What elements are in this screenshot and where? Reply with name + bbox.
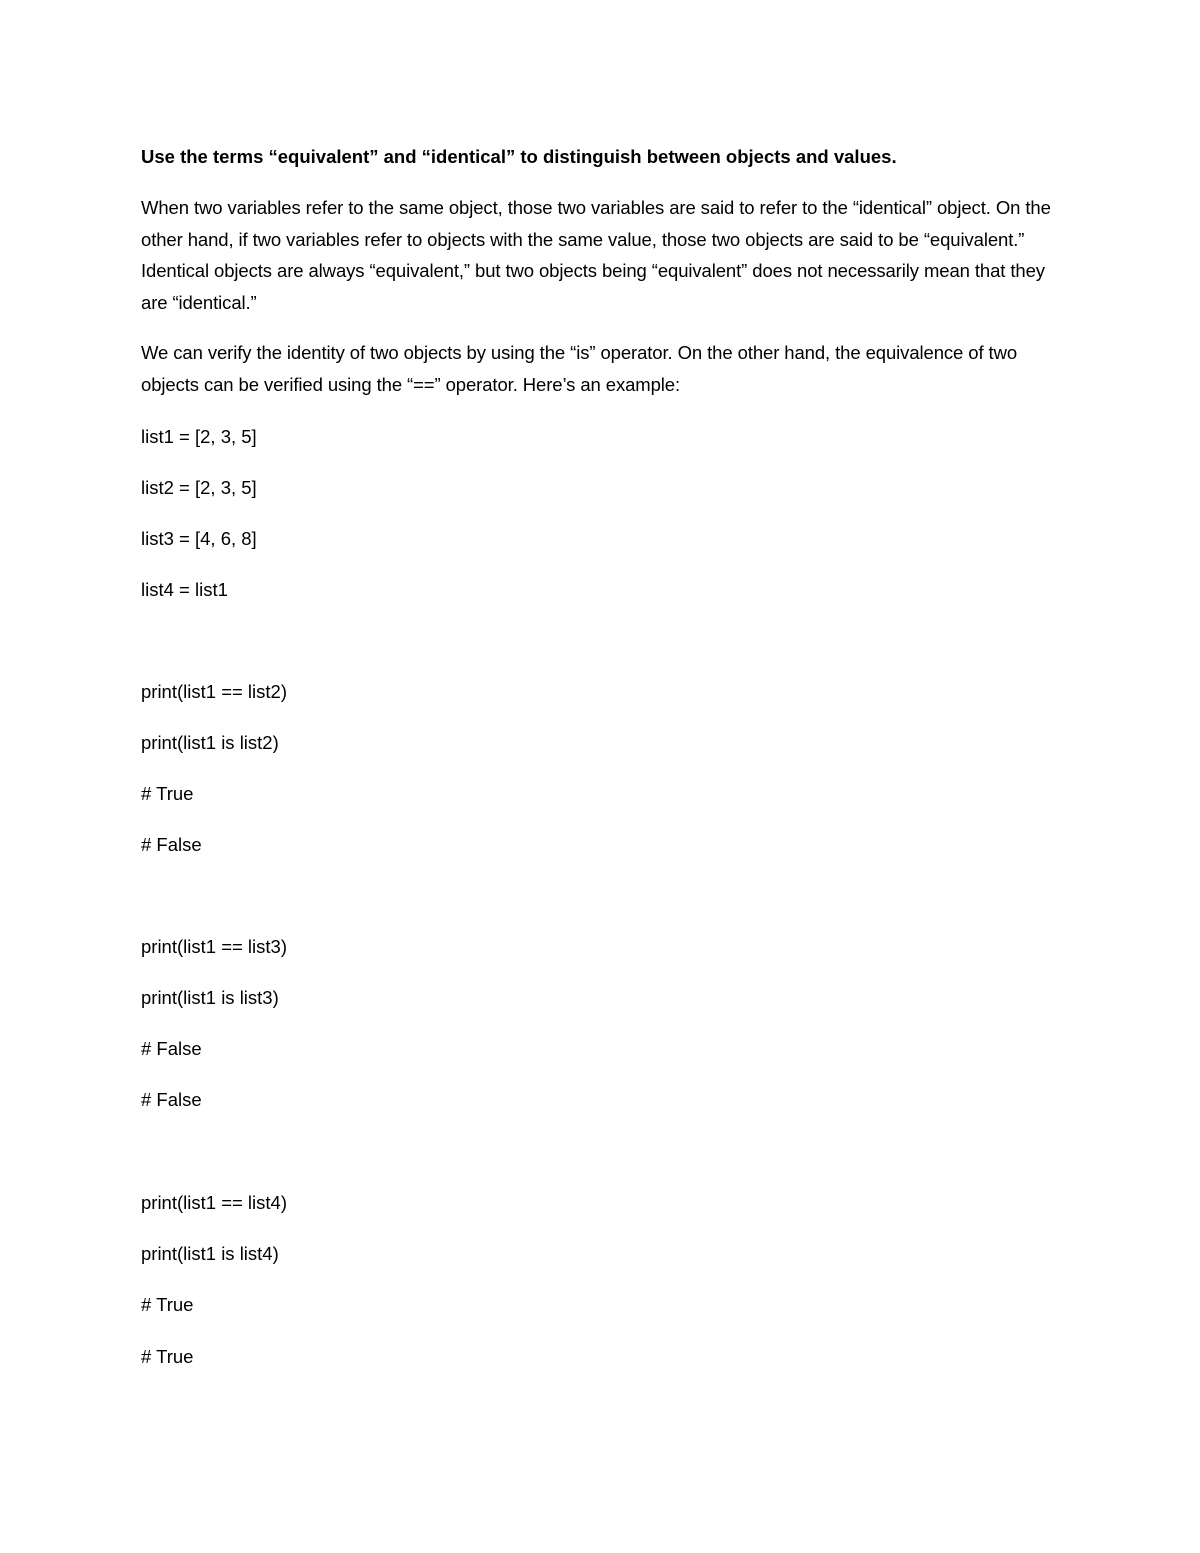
code-line: print(list1 == list4) — [141, 1192, 287, 1213]
question-heading: Use the terms “equivalent” and “identical” to distinguish between objects and values. — [141, 146, 897, 167]
code-line: # False — [141, 1038, 202, 1059]
code-line: list3 = [4, 6, 8] — [141, 528, 257, 549]
code-line: print(list1 is list4) — [141, 1243, 279, 1264]
code-line: list4 = list1 — [141, 579, 228, 600]
paragraph-operators: We can verify the identity of two objects by using the “is” operator. On the other hand, the equivalence of two objects can be verified using the “==” operator. Here’s an example: — [141, 342, 1018, 395]
code-line: print(list1 == list2) — [141, 681, 287, 702]
code-line: print(list1 is list3) — [141, 987, 279, 1008]
code-line: print(list1 == list3) — [141, 936, 287, 957]
code-line: # False — [141, 834, 202, 855]
code-line: print(list1 is list2) — [141, 732, 279, 753]
code-line: # False — [141, 1089, 202, 1110]
code-line: # True — [141, 1294, 194, 1315]
code-line: # True — [141, 1346, 194, 1367]
code-line: list2 = [2, 3, 5] — [141, 477, 257, 498]
code-line: # True — [141, 783, 194, 804]
paragraph-identical-vs-equivalent: When two variables refer to the same object, those two variables are said to refer to the “identical” object. On the other hand, if two variables refer to objects with the same value, those two objects are said to be “equivalent.” Identical objects are always “equivalent,” but two objects being “equivalent” does not necessarily mean that they are “identical.” — [141, 197, 1051, 313]
document-body — [141, 141, 1056, 1367]
code-line: list1 = [2, 3, 5] — [141, 426, 257, 447]
